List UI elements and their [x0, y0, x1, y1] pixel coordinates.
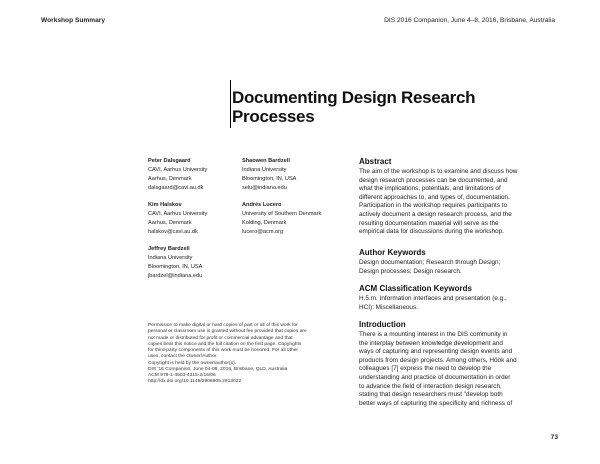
text-line: design research processes can be documented, and — [359, 176, 508, 184]
author-block — [148, 201, 207, 237]
copyright-line: personal or classroom use is granted without fee provided that copies are — [148, 329, 307, 335]
text-line: There is a mounting interest in the DIS community in — [359, 331, 508, 338]
paper-title — [232, 89, 562, 126]
copyright-line: copies bear this notice and the full citation on the first page. Copyrights — [148, 341, 302, 347]
paper-title-line-1: Documenting Design Research — [232, 88, 476, 107]
text-line: Design processes; Design research. — [359, 267, 462, 275]
author-name: Peter Dalsgaard — [148, 158, 191, 164]
author-affiliation: Indiana University — [148, 254, 193, 261]
text-line: the interplay between knowledge development and — [359, 339, 503, 347]
author-location: Aarhus, Denmark — [148, 175, 192, 182]
copyright-line: uses, contact the Owner/Author. — [148, 354, 218, 360]
copyright-line: DIS '16 Companion, June 04-08, 2016, Brisbane, QLD, Australia — [148, 366, 288, 372]
author-location: Kolding, Denmark — [242, 219, 287, 226]
copyright-line: Copyright is held by the owner/author(s). — [148, 360, 237, 366]
author-affiliation: University of Southern Denmark — [242, 210, 322, 217]
author-name: Kim Halskov — [148, 202, 182, 208]
acm-body — [359, 295, 559, 312]
text-line: products from design projects. Among others, Höök and — [359, 356, 517, 364]
text-line: HCI): Miscellaneous. — [359, 303, 418, 311]
author-email: lucero@acm.org — [242, 228, 284, 235]
author-block — [148, 157, 207, 193]
title-rule — [230, 80, 231, 128]
text-line: colleagues [7] express the need to develop the — [359, 365, 492, 373]
copyright-line: Permission to make digital or hard copies of part or all of this work for — [148, 323, 298, 328]
introduction-section — [359, 320, 559, 408]
text-line: what the implications, potentials, and limitations of — [359, 185, 501, 193]
abstract-section — [359, 157, 559, 237]
abstract-body — [359, 168, 559, 237]
running-header-left: Workshop Summary — [41, 17, 105, 24]
text-line: to advance the field of interaction design research, — [359, 382, 502, 390]
text-line: Design documentation; Research through Design; — [359, 259, 501, 266]
author-block — [242, 201, 321, 237]
author-email: jbardzel@indiana.edu — [148, 272, 203, 279]
copyright-line: not made or distributed for profit or commercial advantage and that — [148, 335, 293, 341]
paper-title-line-2: Processes — [232, 106, 315, 126]
copyright-notice — [148, 323, 348, 386]
text-line: better ways of capturing the specificity and richness of — [359, 399, 513, 407]
text-line: understanding and practice of documentation in order — [359, 373, 511, 381]
text-line: ways of capturing and representing design events and — [359, 348, 513, 356]
text-line: actively document a design research process, and the — [359, 210, 512, 218]
author-email: halskov@cavi.au.dk — [148, 228, 198, 235]
author-affiliation: CAVI, Aarhus University — [148, 210, 208, 217]
author-location: Bloomington, IN, USA — [148, 263, 203, 270]
text-line: empirical data for discussions during the workshop. — [359, 228, 504, 236]
author-name: Andrés Lucero — [242, 202, 282, 208]
acm-heading: ACM Classification Keywords — [359, 284, 472, 293]
copyright-line: http://dx.doi.org/10.1145/2908805.2913022 — [148, 379, 242, 385]
keywords-body — [359, 259, 559, 276]
text-line: different approaches to, and types of, documentation. — [359, 193, 510, 201]
author-affiliation: CAVI, Aarhus University — [148, 166, 208, 173]
author-name: Shaowen Bardzell — [242, 158, 290, 164]
author-email: selu@indiana.edu — [242, 184, 287, 191]
copyright-line: ACM 978-1-4503-4315-2/16/06 — [148, 373, 216, 378]
running-header-right: DIS 2016 Companion, June 4–8, 2016, Brisbane, Australia — [384, 17, 555, 24]
acm-classification-section — [359, 284, 559, 312]
author-affiliation: Indiana University — [242, 166, 287, 173]
text-line: Participation in the workshop requires participants to — [359, 202, 508, 210]
author-block — [242, 157, 296, 193]
keywords-section — [359, 248, 559, 276]
introduction-heading: Introduction — [359, 320, 406, 329]
text-line: The aim of the workshop is to examine and discuss how — [359, 168, 518, 175]
keywords-heading: Author Keywords — [359, 248, 426, 257]
introduction-body — [359, 331, 559, 408]
page-number: 73 — [550, 434, 558, 441]
abstract-heading: Abstract — [359, 157, 392, 166]
copyright-line: for third-party components of this work must be honored. For all other — [148, 348, 299, 353]
author-location: Bloomington, IN, USA — [242, 175, 297, 182]
author-email: dalsgaard@cavi.au.dk — [148, 184, 204, 191]
text-line: resulting documentation material will serve as the — [359, 219, 499, 227]
text-line: H.5.m. Information interfaces and presentation (e.g., — [359, 295, 507, 302]
author-name: Jeffrey Bardzell — [148, 246, 190, 252]
author-location: Aarhus, Denmark — [148, 219, 192, 226]
author-block — [148, 245, 202, 281]
text-line: stating that design researchers must "develop both — [359, 391, 503, 399]
